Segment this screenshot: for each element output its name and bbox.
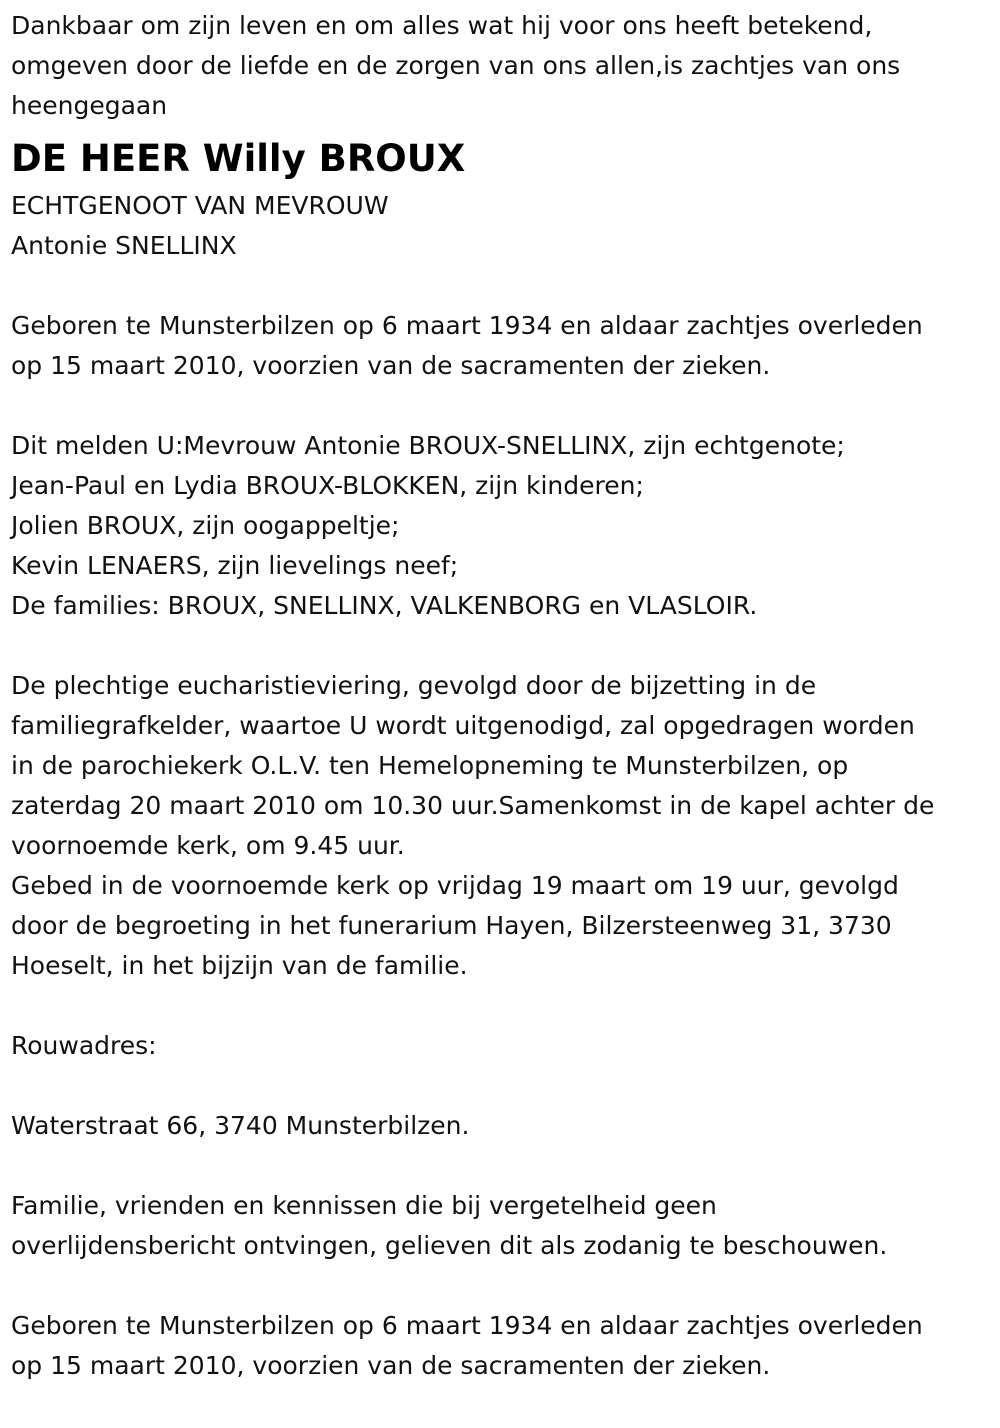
birth-death-line: Geboren te Munsterbilzen op 6 maart 1934 en aldaar zachtjes overleden xyxy=(11,311,923,340)
spouse-name: Antonie SNELLINX xyxy=(11,231,237,260)
deceased-name: DE HEER Willy BROUX xyxy=(11,137,466,180)
announcers-paragraph xyxy=(11,426,996,626)
intro-line: heengegaan xyxy=(11,91,168,120)
mourning-address-label-text: Rouwadres: xyxy=(11,1031,157,1060)
ceremony-line: zaterdag 20 maart 2010 om 10.30 uur.Samenkomst in de kapel achter de xyxy=(11,791,935,820)
spouse-title: ECHTGENOOT VAN MEVROUW xyxy=(11,191,389,220)
spacer xyxy=(11,986,996,1026)
mourning-address-label xyxy=(11,1026,996,1066)
mourning-address xyxy=(11,1106,996,1146)
birth-death-line: op 15 maart 2010, voorzien van de sacramenten der zieken. xyxy=(11,351,771,380)
announcer-line: Kevin LENAERS, zijn lievelings neef; xyxy=(11,551,459,580)
spacer xyxy=(11,1066,996,1106)
ceremony-line: Hoeselt, in het bijzijn van de familie. xyxy=(11,951,468,980)
ceremony-line: door de begroeting in het funerarium Hayen, Bilzersteenweg 31, 3730 xyxy=(11,911,892,940)
spacer xyxy=(11,266,996,306)
ceremony-paragraph xyxy=(11,666,996,986)
notice-paragraph xyxy=(11,1186,996,1266)
birth-death-line: op 15 maart 2010, voorzien van de sacramenten der zieken. xyxy=(11,1351,771,1380)
deceased-block xyxy=(11,136,996,266)
spacer xyxy=(11,626,996,666)
ceremony-line: Gebed in de voornoemde kerk op vrijdag 19 maart om 19 uur, gevolgd xyxy=(11,871,899,900)
ceremony-line: in de parochiekerk O.L.V. ten Hemelopneming te Munsterbilzen, op xyxy=(11,751,849,780)
obituary-document xyxy=(11,6,996,1386)
ceremony-line: De plechtige eucharistieviering, gevolgd door de bijzetting in de xyxy=(11,671,817,700)
spacer xyxy=(11,1146,996,1186)
intro-paragraph xyxy=(11,6,996,126)
ceremony-line: voornoemde kerk, om 9.45 uur. xyxy=(11,831,405,860)
spacer xyxy=(11,386,996,426)
intro-line: omgeven door de liefde en de zorgen van ons allen,is zachtjes van ons xyxy=(11,51,901,80)
notice-line: Familie, vrienden en kennissen die bij vergetelheid geen xyxy=(11,1191,717,1220)
birth-death-repeat-paragraph xyxy=(11,1306,996,1386)
announcer-line: Dit melden U:Mevrouw Antonie BROUX-SNELLINX, zijn echtgenote; xyxy=(11,431,845,460)
announcer-line: Jean-Paul en Lydia BROUX-BLOKKEN, zijn kinderen; xyxy=(11,471,644,500)
announcer-line: Jolien BROUX, zijn oogappeltje; xyxy=(11,511,400,540)
announcer-line: De families: BROUX, SNELLINX, VALKENBORG en VLASLOIR. xyxy=(11,591,758,620)
mourning-address-text: Waterstraat 66, 3740 Munsterbilzen. xyxy=(11,1111,470,1140)
spacer xyxy=(11,1266,996,1306)
birth-death-line: Geboren te Munsterbilzen op 6 maart 1934 en aldaar zachtjes overleden xyxy=(11,1311,923,1340)
notice-line: overlijdensbericht ontvingen, gelieven dit als zodanig te beschouwen. xyxy=(11,1231,888,1260)
ceremony-line: familiegrafkelder, waartoe U wordt uitgenodigd, zal opgedragen worden xyxy=(11,711,915,740)
birth-death-paragraph xyxy=(11,306,996,386)
intro-line: Dankbaar om zijn leven en om alles wat hij voor ons heeft betekend, xyxy=(11,11,873,40)
